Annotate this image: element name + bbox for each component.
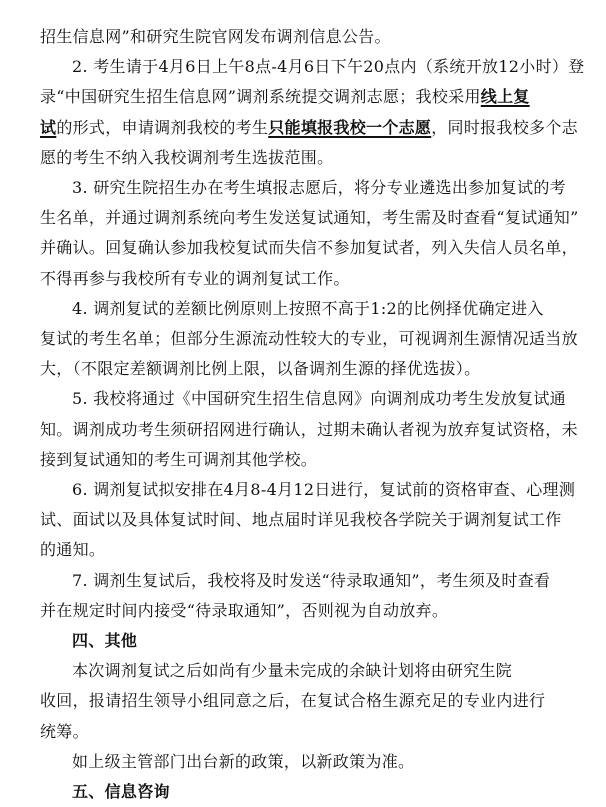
item-6-line-2: 试、面试以及具体复试时间、地点届时详见我校各学院关于调剂复试工作	[40, 510, 562, 530]
item-5-line-2: 知。调剂成功考生须研招网进行确认，过期未确认者视为放弃复试资格，未	[40, 419, 578, 439]
item-6-line-1: 6. 调剂复试拟安排在4月8-4月12日进行，复试前的资格审查、心理测	[72, 480, 576, 499]
text-line-content: 招生信息网”和研究生院官网发布调剂信息公告。	[40, 27, 391, 46]
text-span: 录“中国研究生招生信息网”调剂系统提交调剂志愿；我校采用	[40, 87, 481, 107]
item-7-line-1: 7. 调剂生复试后，我校将及时发送“待录取通知”，考生须及时查看	[72, 570, 551, 590]
text-span: ，同时报我校多个志	[431, 117, 578, 137]
item-2-line-1: 2. 考生请于4月6日上午8点-4月6日下午20点内（系统开放12小时）登	[72, 57, 585, 77]
item-5-line-1: 5. 我校将通过《中国研究生招生信息网》向调剂成功考生发放复试通	[72, 389, 566, 409]
item-2-line-3	[40, 113, 578, 143]
item-3-line-4: 不得再参与我校所有专业的调剂复试工作。	[40, 268, 350, 288]
item-3-line-1: 3. 研究生院招生办在考生填报志愿后，将分专业遴选出参加复试的考	[72, 178, 566, 197]
item-3-line-2: 生名单，并通过调剂系统向考生发送复试通知，考生需及时查看“复试通知”	[40, 208, 579, 228]
item-5-line-3: 接到复试通知的考生可调剂其他学校。	[40, 449, 318, 469]
policy-note-line: 如上级主管部门出台新的政策，以新政策为准。	[72, 751, 415, 771]
item-4-line-2: 复试的考生名单；但部分生源流动性较大的专业，可视调剂生源情况适当放	[40, 329, 578, 348]
item-2-line-2	[40, 82, 530, 112]
item-2-line-4: 愿的考生不纳入我校调剂考生选拔范围。	[40, 147, 334, 167]
item-3-line-3: 并确认。回复确认参加我校复试而失信不参加复试者，列入失信人员名单，	[40, 238, 578, 258]
emphasis-one-choice: 只能填报我校一个志愿	[268, 117, 432, 137]
item-4-line-1: 4. 调剂复试的差额比例原则上按照不高于1:2的比例择优确定进入	[72, 298, 544, 318]
text-span: 的形式，申请调剂我校的考生	[56, 117, 269, 137]
emphasis-online-retest-end: 试	[40, 117, 57, 137]
item-6-line-3: 的通知。	[40, 540, 106, 560]
emphasis-online-retest: 线上复	[480, 87, 530, 107]
item-4-line-3: 大，（不限定差额调剂比例上限，以备调剂生源的择优选拔）。	[40, 359, 481, 379]
section-heading-other: 四、其他	[72, 631, 138, 650]
other-line-2: 收回，报请招生领导小组同意之后，在复试合格生源充足的专业内进行	[40, 691, 546, 711]
item-7-line-2: 并在规定时间内接受“待录取通知”，否则视为自动放弃。	[40, 600, 449, 620]
other-line-3: 统筹。	[40, 721, 89, 741]
other-line-1: 本次调剂复试之后如尚有少量未完成的余缺计划将由研究生院	[72, 661, 513, 681]
section-heading-info-consult: 五、信息咨询	[72, 782, 170, 801]
